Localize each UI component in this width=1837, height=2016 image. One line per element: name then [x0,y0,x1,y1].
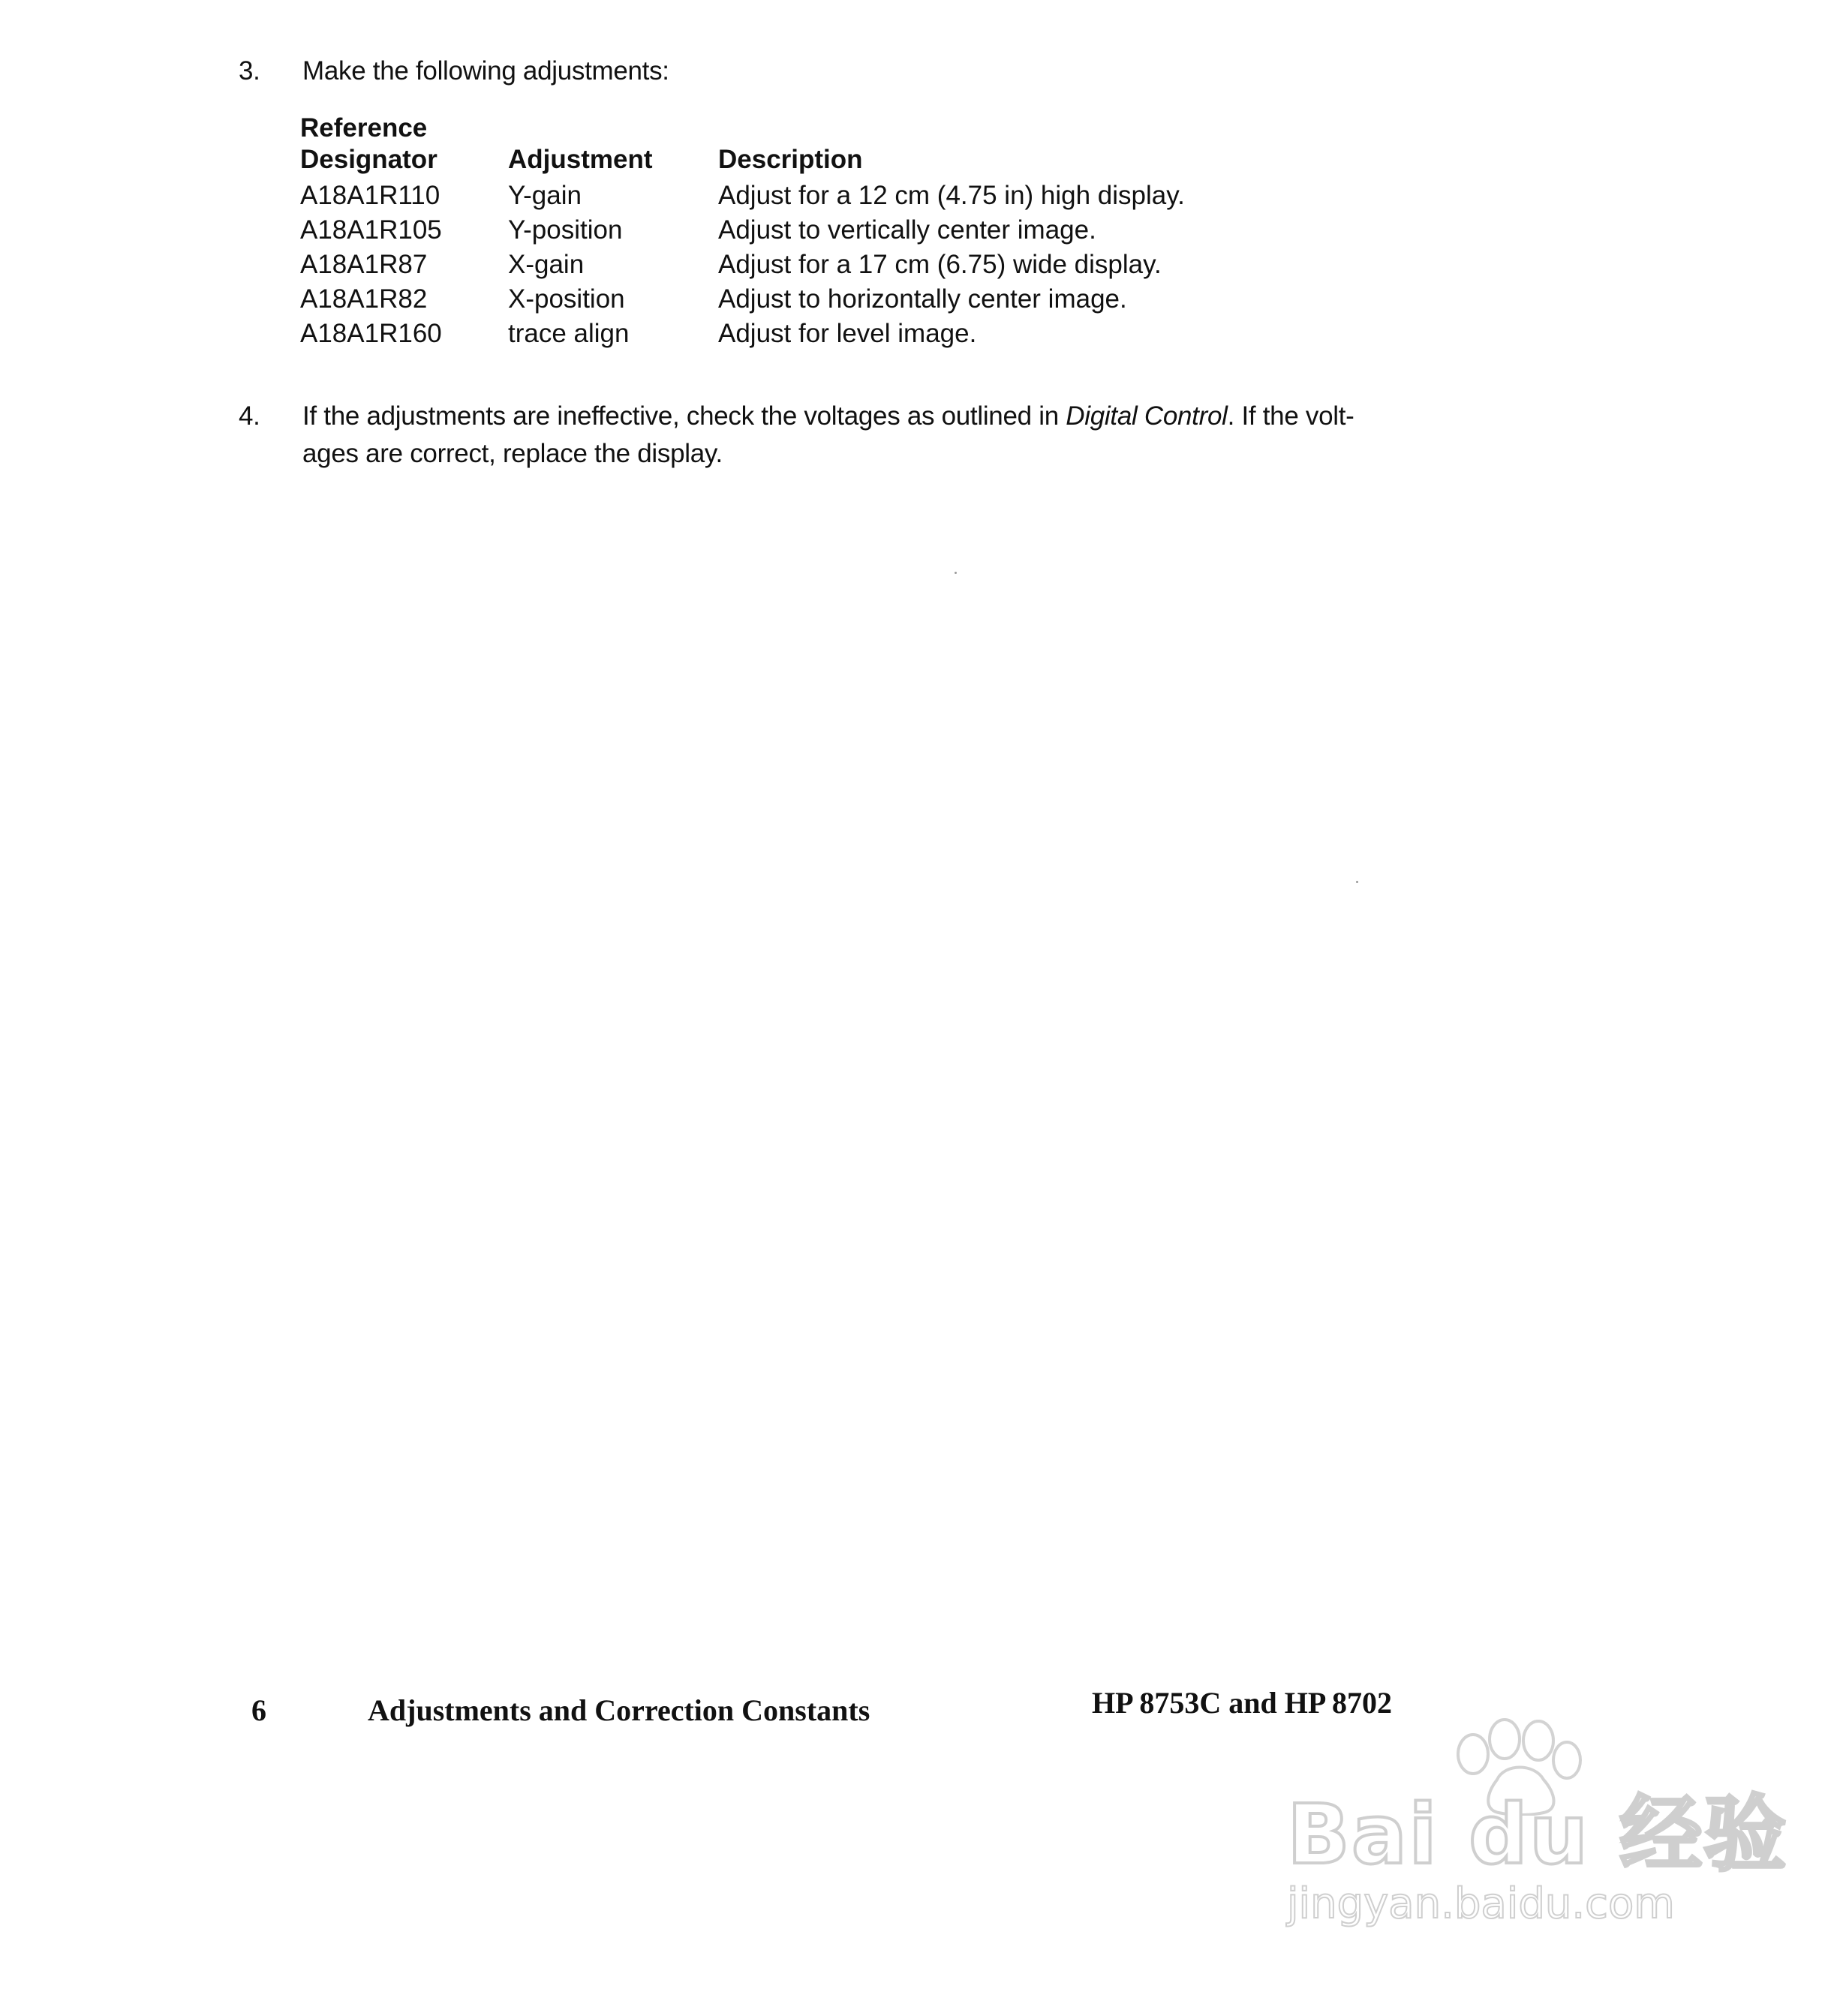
step-number: 4. [239,401,260,431]
cell-description: Adjust for a 12 cm (4.75 in) high display. [718,181,1185,210]
header-reference-designator [300,113,508,179]
cell-description: Adjust to vertically center image. [718,215,1096,245]
header-description: Description [718,145,863,174]
header-designator-line2: Designator [300,145,437,174]
table-row [300,213,1318,248]
adjustments-table [300,113,1318,351]
table-row [300,248,1318,282]
cell-adjustment: X-position [508,284,625,314]
step-number: 3. [239,56,260,86]
cell-designator: A18A1R87 [300,250,428,279]
header-adjustment: Adjustment [508,145,653,174]
cell-designator: A18A1R110 [300,181,440,210]
cell-description: Adjust for a 17 cm (6.75) wide display. [718,250,1162,279]
cell-designator: A18A1R160 [300,319,442,348]
step-line-1 [302,398,1458,435]
step-text: Make the following adjustments: [302,56,669,86]
step-3 [239,53,1514,98]
cell-description: Adjust for level image. [718,319,977,348]
digital-control-reference: Digital Control [1066,401,1228,431]
step-4 [239,398,1454,488]
cell-adjustment: Y-position [508,215,623,245]
footer-product-name: HP 8753C and HP 8702 [1092,1686,1393,1720]
scan-speck [955,572,957,574]
page-number: 6 [251,1693,266,1727]
cell-adjustment: Y-gain [508,181,582,210]
watermark-brand-text: Bai du 经验 [1287,1786,1788,1882]
cell-adjustment: trace align [508,319,630,348]
baidu-watermark [1279,1711,1788,1936]
table-row [300,282,1318,317]
watermark-url-text: jingyan.baidu.com [1287,1879,1675,1928]
step-line-1-end: . If the volt- [1227,401,1354,431]
scan-speck [1356,881,1358,883]
table-header-row [300,113,1318,179]
step-line-2: ages are correct, replace the display. [302,439,723,468]
step-line-1-start: If the adjustments are ineffective, check the voltages as outlined in [302,401,1066,431]
header-designator-line1: Reference [300,113,428,143]
footer-section-title: Adjustments and Correction Constants [368,1693,870,1727]
cell-description: Adjust to horizontally center image. [718,284,1127,314]
table-row [300,317,1318,351]
table-row [300,179,1318,213]
step-text [302,398,1458,473]
cell-designator: A18A1R105 [300,215,442,245]
cell-designator: A18A1R82 [300,284,428,314]
cell-adjustment: X-gain [508,250,585,279]
